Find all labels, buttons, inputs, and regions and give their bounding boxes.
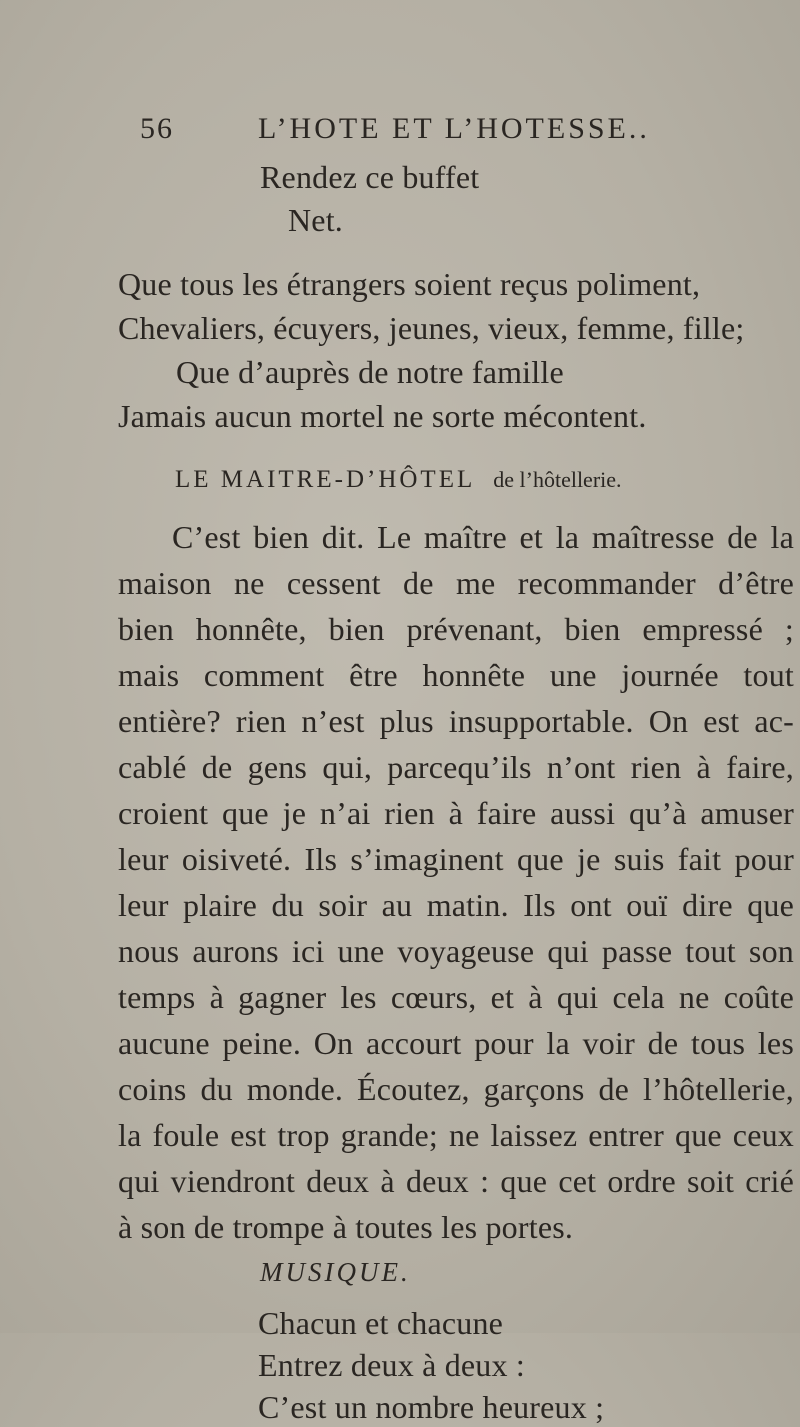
prose-line: la foule est trop grande; ne laissez entrer que ceux [118,1117,794,1153]
running-title: L’HOTE ET L’HOTESSE.. [258,112,650,145]
prose-line: bien honnête, bien prévenant, bien empressé ; [118,611,794,647]
verse-line: C’est un nombre heureux ; [258,1389,605,1425]
verse-line: Que d’auprès de notre famille [176,354,564,390]
prose-line: aucune peine. On accourt pour la voir de tous les [118,1025,794,1061]
verse-line: Rendez ce buffet [260,159,480,195]
verse-line: Chevaliers, écuyers, jeunes, vieux, femme, fille; [118,310,745,346]
prose-line: croient que je n’ai rien à faire aussi qu’à amuser [118,795,794,831]
speaker-name: LE MAITRE-D’HÔTEL [175,466,476,493]
prose-line: temps à gagner les cœurs, et à qui cela ne coûte [118,979,794,1015]
prose-line: coins du monde. Écoutez, garçons de l’hôtellerie, [118,1071,794,1107]
prose-line: C’est bien dit. Le maître et la maîtresse de la [172,519,794,555]
prose-line: nous aurons ici une voyageuse qui passe tout son [118,933,794,969]
page-number: 56 [140,112,174,145]
prose-line: qui viendront deux à deux : que cet ordre soit crié [118,1163,794,1199]
music-cue: MUSIQUE. [260,1257,411,1287]
running-head [140,112,660,152]
prose-line: leur plaire du soir au matin. Ils ont ouï dire que [118,887,794,923]
prose-line: mais comment être honnête une journée tout [118,657,794,693]
prose-line: entière? rien n’est plus insupportable. On est ac- [118,703,794,739]
verse-line: Net. [288,202,344,238]
verse-line: Chacun et chacune [258,1305,504,1341]
prose-line: leur oisiveté. Ils s’imaginent que je suis fait pour [118,841,794,877]
prose-line: maison ne cessent de me recommander d’être [118,565,794,601]
verse-line: Jamais aucun mortel ne sorte mécontent. [118,398,647,434]
verse-line: Entrez deux à deux : [258,1347,525,1383]
prose-line: cablé de gens qui, parcequ’ils n’ont rien à faire, [118,749,794,785]
stage-direction: de l’hôtellerie. [493,467,622,492]
speaker-heading [175,466,622,494]
verse-line: Que tous les étrangers soient reçus poliment, [118,266,701,302]
prose-line: à son de trompe à toutes les portes. [118,1209,574,1245]
